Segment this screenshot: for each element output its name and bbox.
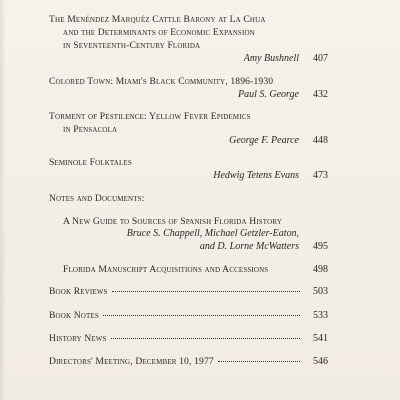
entry-label: Book Notes [49, 310, 99, 321]
dot-leader [103, 315, 300, 316]
entry-page-number: 448 [313, 135, 328, 146]
entry-author: Bruce S. Chappell, Michael Getzler-Eaton, [126, 228, 299, 239]
entry-title-line: Colored Town: Miami's Black Community, 1896-1930 [49, 76, 274, 87]
contents-row [49, 286, 328, 298]
entry-page-number: 498 [313, 264, 328, 275]
entry-label: Directors' Meeting, December 10, 1977 [49, 356, 214, 367]
entry-page-number: 533 [313, 310, 328, 321]
entry-title-line: in Seventeenth-Century Florida [63, 40, 201, 51]
contents-row [49, 310, 328, 322]
section-heading: Notes and Documents: [49, 193, 145, 204]
entry-page-number: 473 [313, 170, 328, 181]
contents-row [49, 333, 328, 345]
entry-author: Paul S. George [237, 89, 299, 100]
dot-leader [111, 338, 300, 339]
entry-title-line: in Pensacola [63, 124, 118, 135]
entry-page-number: 432 [313, 89, 328, 100]
entry-label: Book Reviews [49, 286, 108, 297]
entry-title-line: A New Guide to Sources of Spanish Florida History [63, 216, 282, 227]
entry-author: and D. Lorne McWatters [199, 241, 299, 252]
entry-page-number: 546 [313, 356, 328, 367]
entry-title-line: Seminole Folktales [49, 157, 132, 168]
entry-title-line: Florida Manuscript Acquisitions and Accessions [63, 264, 269, 275]
entry-page-number: 541 [313, 333, 328, 344]
entry-page-number: 495 [313, 241, 328, 252]
contents-row [49, 356, 328, 368]
entry-title-line: and the Determinants of Economic Expansion [63, 27, 255, 38]
entry-title-line: Torment of Pestilence: Yellow Fever Epidemics [49, 111, 251, 122]
entry-page-number: 407 [313, 53, 328, 64]
entry-title-line: The Menéndez Marquéz Cattle Barony at La Chua [49, 14, 266, 25]
entry-label: History News [49, 333, 107, 344]
dot-leader [112, 291, 300, 292]
entry-page-number: 503 [313, 286, 328, 297]
entry-author: Hedwig Tetens Evans [213, 170, 299, 181]
page-edge-shadow [0, 0, 6, 400]
dot-leader [218, 361, 300, 362]
entry-author: George F. Pearce [229, 135, 299, 146]
entry-author: Amy Bushnell [243, 53, 299, 64]
